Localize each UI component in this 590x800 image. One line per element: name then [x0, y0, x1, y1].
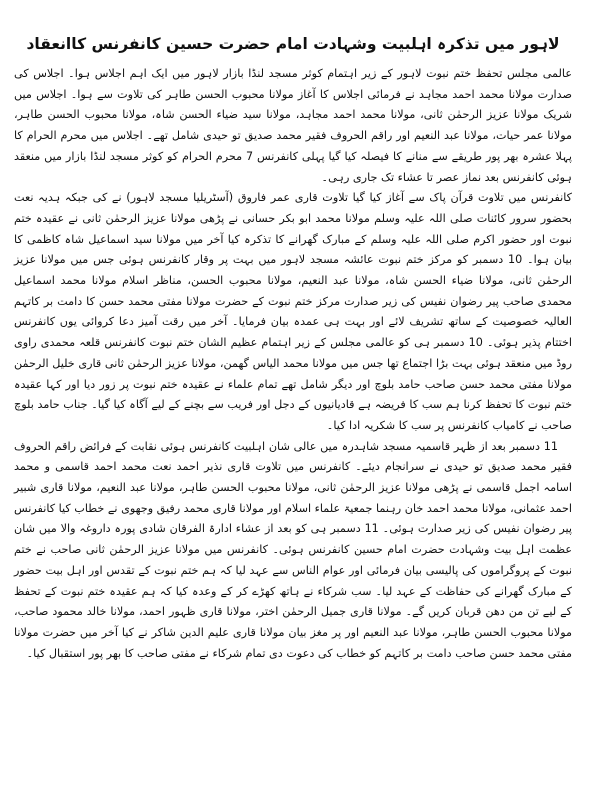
paragraph-3: 11 دسمبر بعد از ظہر قاسمیہ مسجد شاہدرہ میں عالی شان اہلبیت کانفرنس ہوئی نقابت کے فرائض راقم الحروف فقیر محمد صدیق تو حیدی نے سرانجام دیئے۔ کانفرنس میں تلاوت قاری نذیر احمد نعت محمد احمد قاسمی و محمد اسامہ اجمل قاسمی نے پڑھی مولانا عزیز الرحمٰن ثانی، مولانا محبوب الحسن طاہر، مولانا عبد النعیم، مولانا قاری شبیر احمد عثمانی، مولانا محمد احمد خان رہنما جمعیۃ علماء اسلام اور مولانا قاری محمد رفیق وجھوی نے خطاب کیا کانفرنس پیر رضوان نفیس کی زیر صدارت ہوئی۔ 11 دسمبر ہی کو بعد از عشاء ادارۃ الفرقان شادی پورہ داروغہ والا میں شان عظمت اہل بیت وشہادت حضرت امام حسین کانفرنس ہوئی۔ کانفرنس میں مولانا عزیز الرحمٰن ثانی صاحب نے ختم نبوت کے پروگراموں کی پالیسی بیان فرمائی اور عوام الناس سے عہد لیا کہ ہم ختم نبوت کے تقدس اور اہل بیت حضور کے مبارک گھرانے کی حفاظت کے عہد لیا۔ سب شرکاء نے ہاتھ کھڑے کر کے وعدہ کیا کہ ہم عقیدہ ختم نبوت کے تحفظ کے لیے تن من دھن قربان کریں گے۔ مولانا قاری جمیل الرحمٰن اختر، مولانا قاری ظہور احمد، مولانا خالد محمود صاحب، مولانا محبوب الحسن طاہر، مولانا عبد النعیم اور پر مغز بیان مولانا قاری علیم الدین شاکر نے کیا آخر میں حضرت مولانا مفتی محمد حسن صاحب دامت بر کاتہم کو خطاب کی دعوت دی تمام شرکاء نے مفتی صاحب کا بھر پور استقبال کیا۔: [14, 439, 572, 660]
article-body: [14, 64, 572, 664]
paragraph-2: کانفرنس میں تلاوت قرآن پاک سے آغاز کیا گیا تلاوت قاری عمر فاروق (آسٹریلیا مسجد لاہور) نے کی جبکہ ہدیہ نعت بحضور سرور کائنات صلی اللہ علیہ وسلم مولانا محمد ابو بکر حسانی نے پڑھی مولانا عزیز الرحمٰن ثانی نے عقیدہ ختم نبوت اور حضور اکرم صلی اللہ علیہ وسلم کے مبارک گھرانے کا تذکرہ کیا آخر میں مولانا سید اسماعیل شاہ کاظمی کا بیان ہوا۔ 10 دسمبر کو مرکز ختم نبوت عائشہ مسجد لاہور میں بہت پر وقار کانفرنس ہوئی جس میں مولانا عزیز الرحمٰن ثانی، مولانا ضیاء الحسن شاہ، مولانا عبد النعیم، مولانا محبوب الحسن، مناظر اسلام مولانا محمد اسماعیل محمدی صاحب پیر رضوان نفیس کی زیر صدارت مرکز ختم نبوت کے حضرت مولانا مفتی محمد حسن کا دامت بر کاتہم العالیہ خصوصیت کے ساتھ تشریف لائے اور بہت ہی عمدہ بیان فرمایا۔ آخر میں رقت آمیز دعا کروائی یوں کانفرنس اختتام پذیر ہوئی۔ 10 دسمبر ہی کو عالمی مجلس کے زیر اہتمام عظیم الشان ختم نبوت کانفرنس قلعہ محمدی راوی روڈ میں منعقد ہوئی بہت بڑا اجتماع تھا جس میں مولانا محمد الیاس گھمن، مولانا عزیز الرحمٰن ثانی قاری خلیل الرحمٰن مولانا مفتی محمد حسن صاحب حامد بلوچ اور دیگر شامل تھے تمام علماء نے عقیدہ ختم نبوت پر زور دیا اور کہا عقیدہ ختم نبوت کا تحفظ کرنا ہم سب کا فریضہ ہے قادیانیوں کے دجل اور فریب سے بچنے کے لیے آگاہ کیا گیا۔ جناب حامد بلوچ صاحب نے کامیاب کانفرنس پر سب کا شکریہ ادا کیا۔: [14, 191, 572, 432]
paragraph-1: عالمی مجلس تحفظ ختم نبوت لاہور کے زیر اہتمام کوثر مسجد لنڈا بازار لاہور میں ایک اہم اجلاس ہوا۔ اجلاس کی صدارت مولانا محمد احمد مجاہد نے فرمائی اجلاس کا آغاز مولانا محبوب الحسن طاہر کی تلاوت سے ہوا۔ اجلاس میں شریک مولانا عزیز الرحمٰن ثانی، مولانا محمد احمد مجاہد، مولانا سید ضیاء الحسن شاہ، مولانا محبوب الحسن طاہر، مولانا عمر حیات، مولانا عبد النعیم اور راقم الحروف فقیر محمد صدیق تو حیدی شامل تھے۔ اجلاس میں محرم الحرام کا پہلا عشرہ بھر پور طریقے سے منانے کا فیصلہ کیا گیا پہلی کانفرنس 7 محرم الحرام کو کوثر مسجد لنڈا بازار میں منعقد ہوئی کانفرنس بعد نماز عصر تا عشاء تک جاری رہی۔: [14, 67, 573, 184]
article-headline: لاہور میں تذکرہ اہلبیت وشہادت امام حضرت حسین کانفرنس کاانعقاد: [26, 35, 560, 53]
